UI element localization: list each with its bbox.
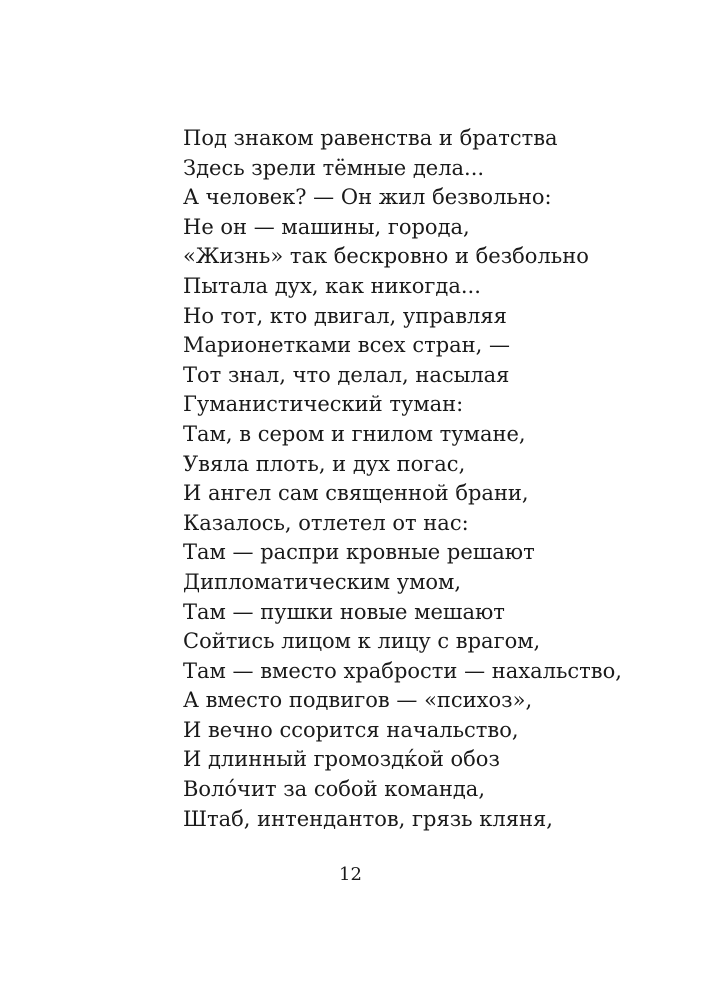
poem-line: «Жизнь» так бескровно и безбольно — [183, 244, 589, 269]
page-number: 12 — [339, 864, 362, 885]
poem-line: И ангел сам священной брани, — [183, 481, 529, 506]
poem-line: Казалось, отлетел от нас: — [183, 510, 469, 535]
poem-line: Там — пушки новые мешают — [183, 599, 505, 624]
poem-line: Пытала дух, как никогда... — [183, 273, 481, 298]
poem-text — [183, 124, 643, 834]
poem-line: Дипломатическим умом, — [183, 569, 462, 594]
poem-line: А человек? — Он жил безвольно: — [183, 185, 552, 210]
poem-line: Тот знал, что делал, насылая — [183, 362, 510, 387]
poem-line: И вечно ссорится начальство, — [183, 717, 519, 742]
poem-line: А вместо подвигов — «психоз», — [183, 688, 533, 713]
poem-line: Но тот, кто двигал, управляя — [183, 303, 507, 328]
poem-line: Сойтись лицом к лицу с врагом, — [183, 629, 541, 654]
poem-line: Здесь зрели тёмные дела... — [183, 155, 485, 180]
poem-line: И длинный громоздќой обоз — [183, 747, 500, 772]
poem-line: Не он — машины, города, — [183, 214, 470, 239]
poem-line: Увяла плоть, и дух погас, — [183, 451, 466, 476]
poem-line: Там — вместо храбрости — нахальство, — [183, 658, 622, 683]
poem-line: Под знаком равенства и братства — [183, 126, 558, 150]
poem-line: Волóчит за собой команда, — [183, 777, 485, 802]
poem-line: Гуманистический туман: — [183, 392, 464, 417]
poem-line: Там, в сером и гнилом тумане, — [183, 421, 526, 446]
poem-line: Штаб, интендантов, грязь кляня, — [183, 806, 553, 831]
poem-line: Там — распри кровные решают — [183, 540, 535, 565]
poem-line: Марионетками всех стран, — — [183, 333, 511, 358]
